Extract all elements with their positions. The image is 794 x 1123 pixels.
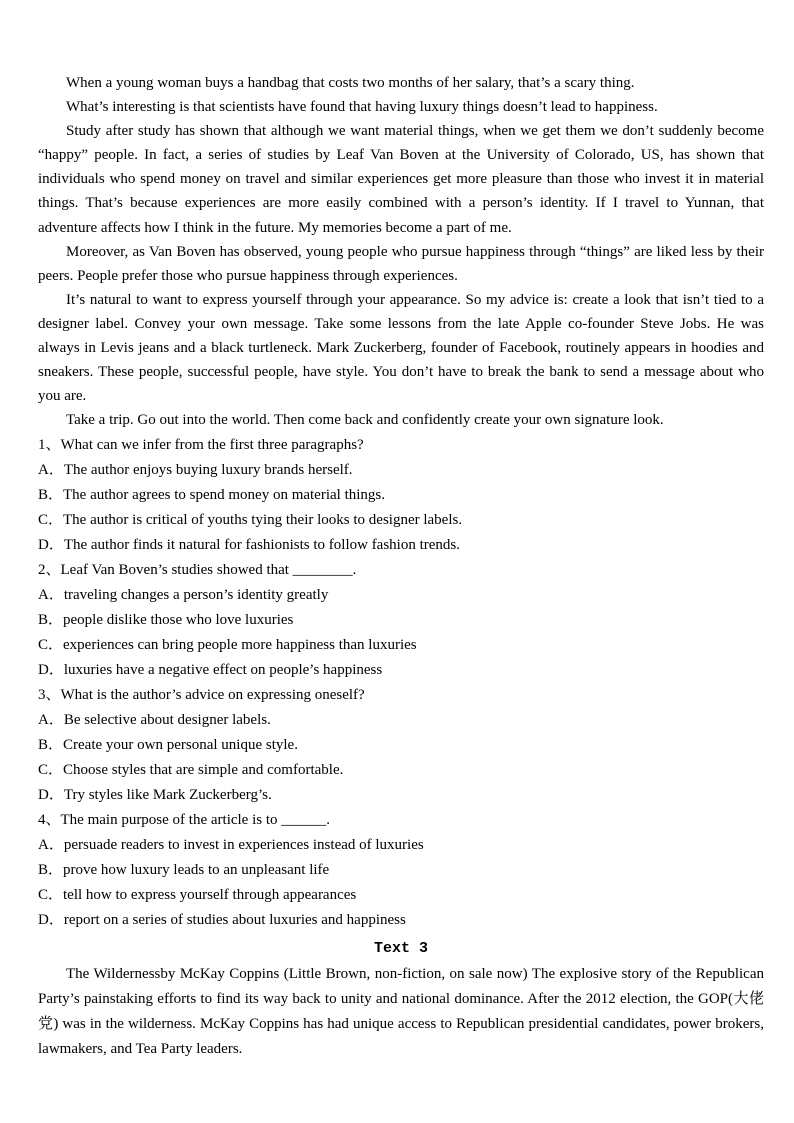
question-option: A．traveling changes a person’s identity greatly	[38, 587, 329, 604]
article-paragraph: Take a trip. Go out into the world. Then come back and confidently create your own signature look.	[66, 412, 664, 429]
question-option: A．The author enjoys buying luxury brands herself.	[38, 462, 353, 479]
question-option: B．people dislike those who love luxuries	[38, 612, 294, 629]
question-option: D．report on a series of studies about luxuries and happiness	[38, 912, 406, 929]
article-paragraph: What’s interesting is that scientists have found that having luxury things doesn’t lead to happiness.	[66, 99, 658, 116]
question-option: A．Be selective about designer labels.	[38, 712, 271, 729]
questions-section	[38, 433, 764, 933]
article-paragraph: Moreover, as Van Boven has observed, young people who pursue happiness through “things” are liked less by their peers. People prefer those who pursue happiness through experiences.	[38, 243, 764, 284]
question-option: D．The author finds it natural for fashionists to follow fashion trends.	[38, 537, 461, 554]
question-prompt: 4、The main purpose of the article is to ______.	[38, 812, 331, 829]
question-option: D．Try styles like Mark Zuckerberg’s.	[38, 787, 272, 804]
question-option: B．Create your own personal unique style.	[38, 737, 298, 754]
text3-paragraph: The Wildernessby McKay Coppins (Little Brown, non-fiction, on sale now) The explosive story of the Republican Party’s painstaking efforts to find its way back to unity and national dominance. After the 2012 election, the GOP(大佬党) was in the wilderness. McKay Coppins has had unique access to Republican presidential candidates, power brokers, lawmakers, and Tea Party leaders.	[38, 966, 764, 1058]
question-option: B．prove how luxury leads to an unpleasant life	[38, 862, 330, 879]
question-option: D．luxuries have a negative effect on people’s happiness	[38, 662, 383, 679]
question-option: C．experiences can bring people more happiness than luxuries	[38, 637, 417, 654]
section-heading-text3: Text 3	[373, 940, 428, 958]
question-prompt: 1、What can we infer from the first three paragraphs?	[38, 437, 364, 454]
reading-passage	[38, 71, 764, 432]
question-option: A．persuade readers to invest in experiences instead of luxuries	[38, 837, 424, 854]
article-paragraph: When a young woman buys a handbag that costs two months of her salary, that’s a scary thing.	[66, 75, 635, 91]
question-option: C．tell how to express yourself through appearances	[38, 887, 357, 904]
question-option: B．The author agrees to spend money on material things.	[38, 487, 385, 504]
article-paragraph: Study after study has shown that although we want material things, when we get them we don’t suddenly become “happy” people. In fact, a series of studies by Leaf Van Boven at the University of Colorado, US, has shown that individuals who spend money on travel and similar experiences get more pleasure than those who invest it in material things. That’s because experiences are more easily combined with a person’s identity. If I travel to Yunnan, that adventure affects how I think in the future. My memories become a part of me.	[38, 123, 764, 236]
question-option: C．The author is critical of youths tying their looks to designer labels.	[38, 512, 463, 529]
article-paragraph: It’s natural to want to express yourself through your appearance. So my advice is: create a look that isn’t tied to a designer label. Convey your own message. Take some lessons from the late Apple co-founder Steve Jobs. He was always in Levis jeans and a black turtleneck. Mark Zuckerberg, founder of Facebook, routinely appears in hoodies and sneakers. These people, successful people, have style. You don’t have to break the bank to send a message about who you are.	[38, 291, 764, 405]
question-prompt: 2、Leaf Van Boven’s studies showed that ________.	[38, 562, 357, 579]
question-prompt: 3、What is the author’s advice on expressing oneself?	[38, 687, 365, 704]
question-option: C．Choose styles that are simple and comfortable.	[38, 762, 344, 779]
